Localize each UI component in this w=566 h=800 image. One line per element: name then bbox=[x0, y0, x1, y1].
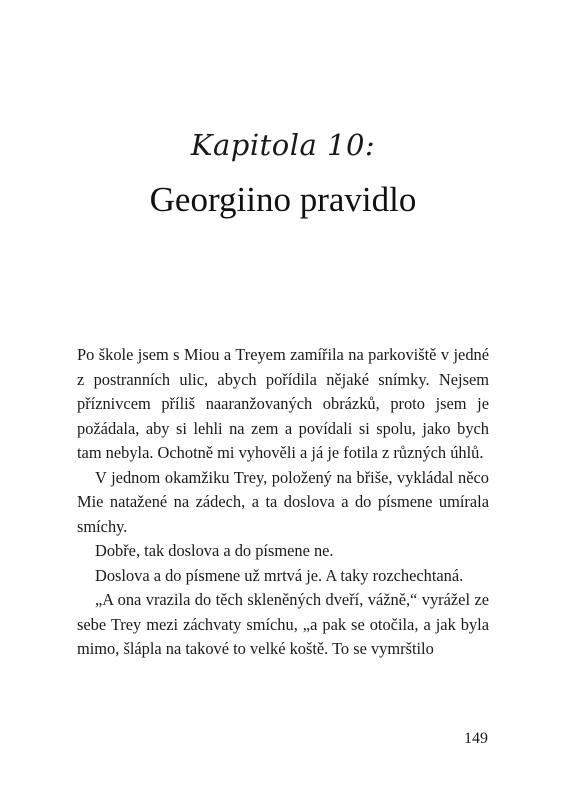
paragraph: Doslova a do písmene už mrtvá je. A taky rozchechtaná. bbox=[95, 565, 464, 585]
paragraph: Dobře, tak doslova a do písmene ne. bbox=[95, 541, 334, 560]
paragraph: V jednom okamžiku Trey, položený na břiše, vykládal něco Mie natažené na zádech, a ta doslova a do písmene umírala smíchy. bbox=[77, 467, 489, 536]
paragraph: „A ona vrazila do těch skleněných dveří, vážně,“ vyrážel ze sebe Trey mezi záchvaty smíchu, „a pak se otočila, a jak byla mimo, šlápla na takové to velké koště. To se vymrštilo bbox=[77, 590, 489, 658]
chapter-title: Georgiino pravidlo bbox=[149, 180, 417, 219]
paragraph: Po škole jsem s Miou a Treyem zamířila na parkoviště v jedné z postranních ulic, abych pořídila nějaké snímky. Nejsem příznivcem příliš naaranžovaných obrázků, proto jsem je požádala, aby si lehli na zem a povídali si spolu, jako bych tam nebyla. Ochotně mi vyhověli a já je fotila z různých úhlů. bbox=[77, 345, 489, 462]
chapter-label: Kapitola 10: bbox=[190, 128, 376, 162]
body-text bbox=[77, 343, 489, 662]
page-number: 149 bbox=[464, 730, 488, 747]
